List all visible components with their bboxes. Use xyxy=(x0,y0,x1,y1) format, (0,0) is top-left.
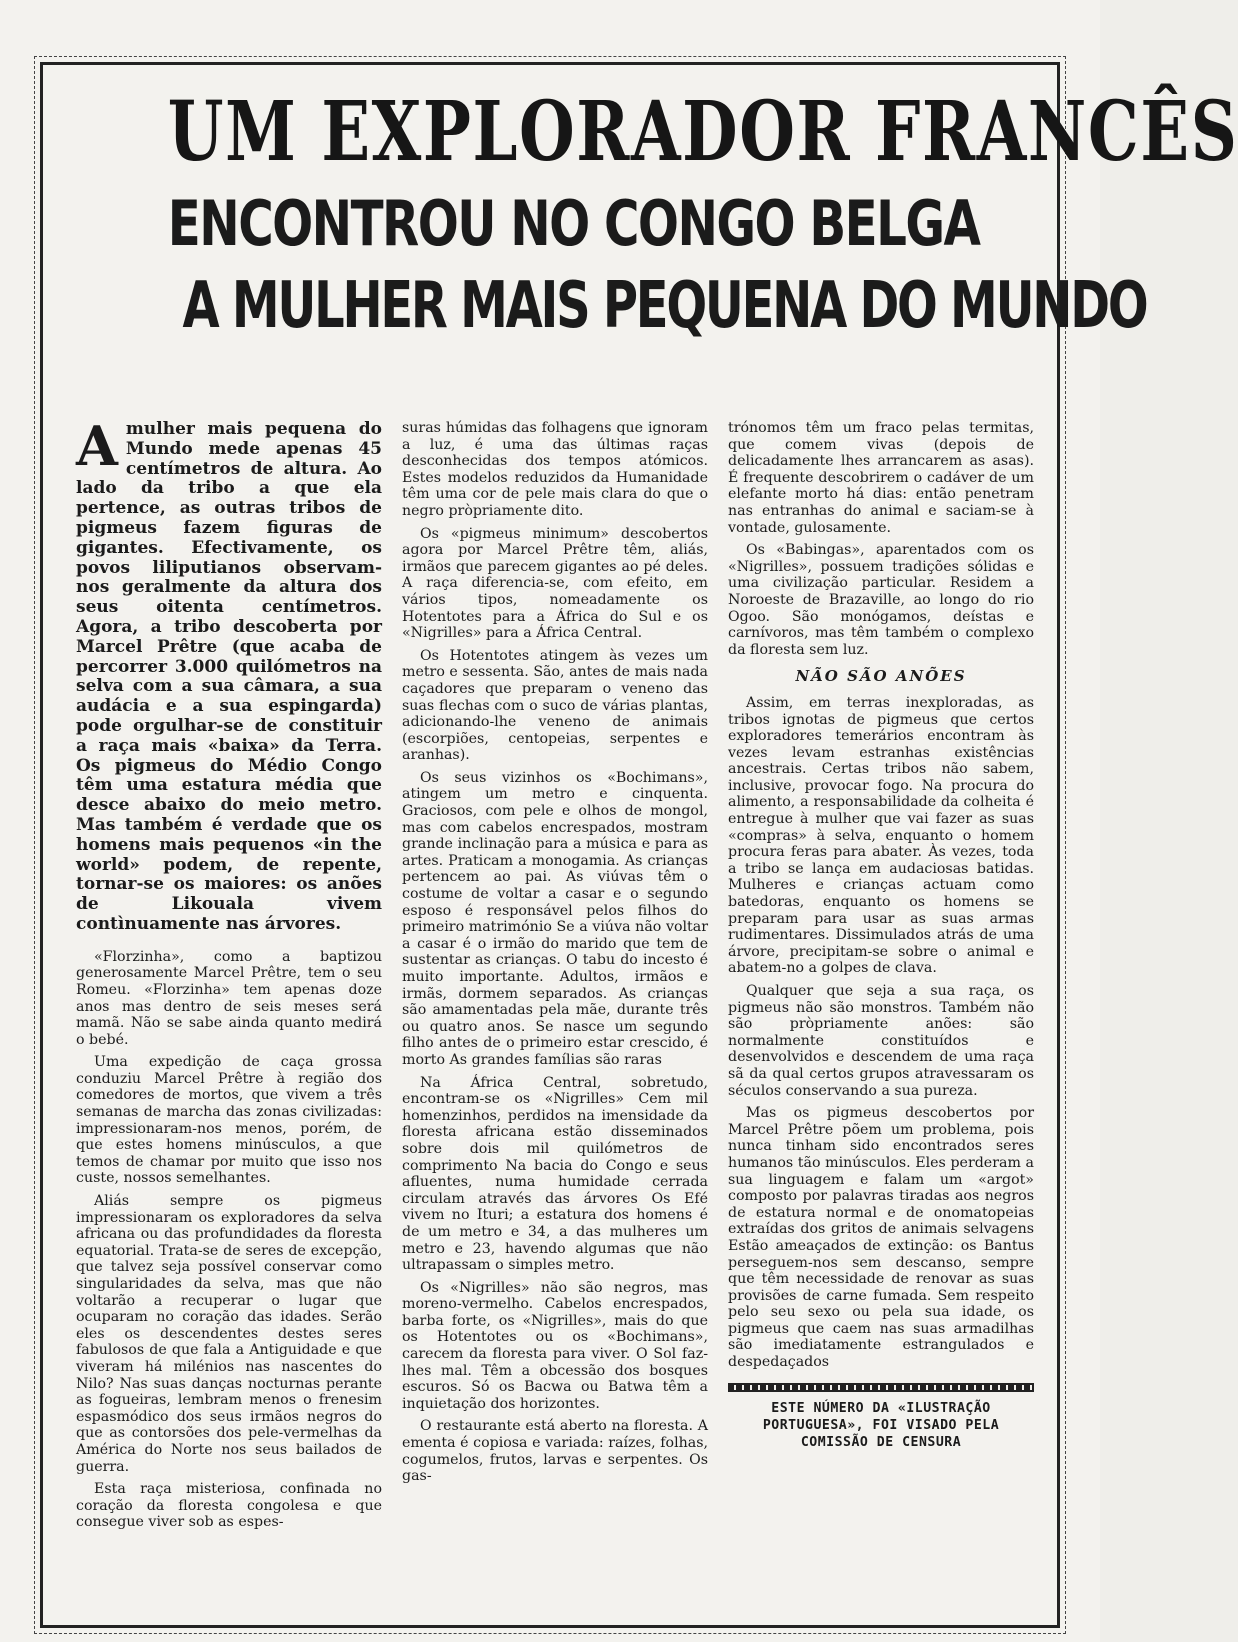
paragraph: Qualquer que seja a sua raça, os pigmeus não são monstros. Também não são pròpriamente anões: são normalmente constituídos e desenvolvidos e descendem de uma raça sã da qual certos grupos atravessaram os séculos conservando a sua pureza. xyxy=(728,983,1034,1099)
paragraph: Aliás sempre os pigmeus impressionaram os exploradores da selva africana ou das profundidades da floresta equatorial. Trata-se de seres de excepção, que talvez seja possível conservar como singularidades da selva, mas que não voltarão a recuperar o lugar que ocuparam no coração das idades. Serão eles os descendentes destes seres fabulosos de que fala a Antiguidade e que viveram há milénios nas nascentes do Nilo? Nas suas danças nocturnas perante as fogueiras, lembram menos o frenesim espasmódico dos seus irmãos negros do que as contorsões dos pele-vermelhas da América do Norte nos seus bailados de guerra. xyxy=(76,1193,382,1475)
paragraph: trónomos têm um fraco pelas termitas, que comem vivas (depois de delicadamente lhes arrancarem as asas). É frequente descobrirem o cadáver de um elefante morto há dias: então penetram nas entranhas do animal e saciam-se à vontade, gulosamente. xyxy=(728,420,1034,536)
paragraph: Os Hotentotes atingem às vezes um metro e sessenta. São, antes de mais nada caçadores que preparam o veneno das suas flechas com o suco de várias plantas, adicionando-lhe veneno de animais (escorpiões, centopeias, serpentes e aranhas). xyxy=(402,647,708,764)
headline-line-2: ENCONTROU NO CONGO BELGA xyxy=(167,187,980,260)
column-1 xyxy=(76,414,382,1600)
article-body xyxy=(76,414,1036,1600)
censorship-notice: ESTE NÚMERO DA «ILUSTRAÇÃO PORTUGUESA», FOI VISADO PELA COMISSÃO DE CENSURA xyxy=(762,1400,1000,1450)
paragraph: Mas os pigmeus descobertos por Marcel Prêtre põem um problema, pois nunca tinham sido encontrados seres humanos tão minúsculos. Eles perderam a sua linguagem e falam um «argot» composto por palavras tiradas aos negros de estatura normal e de onomatopeias extraídas dos gritos de animais selvagens Estão ameaçados de extinção: os Bantus perseguem-nos sem descanso, sempre que têm necessidade de renovar as suas provisões de carne fumada. Sem respeito pelo seu sexo ou pela sua idade, os pigmeus que caem nas suas armadilhas são imediatamente estrangulados e despedaçados xyxy=(728,1105,1034,1371)
headline xyxy=(60,84,1238,346)
paragraph: Os «pigmeus minimum» descobertos agora por Marcel Prêtre têm, aliás, irmãos que parecem gigantes ao pé deles. A raça diferencia-se, com efeito, em vários tipos, nomeadamente os Hotentotes para a África do Sul e os «Nigrilles» para a África Central. xyxy=(402,525,708,642)
paragraph: Na África Central, sobretudo, encontram-se os «Nigrilles» Cem mil homenzinhos, perdidos na imensidade da floresta africana estão disseminados sobre dois mil quilómetros de comprimento Na bacia do Congo e seus afluentes, numa humidade cerrada circulam através das árvores Os Efé vivem no Ituri; a estatura dos homens é de um metro e 34, a das mulheres um metro e 23, havendo algumas que não ultrapassam o simples metro. xyxy=(402,1074,708,1274)
paragraph: Esta raça misteriosa, confinada no coração da floresta congolesa e que consegue viver sob as espes- xyxy=(76,1481,382,1531)
paragraph: Os seus vizinhos os «Bochimans», atingem um metro e cinquenta. Graciosos, com pele e olhos de mongol, mas com cabelos encrespados, mostram grande inclinação para a música e para as artes. Praticam a monogamia. As crianças pertencem ao pai. As viúvas têm o costume de voltar a casar e o segundo esposo é responsável pelos filhos do primeiro matrimónio Se a viúva não voltar a casar é o irmão do marido que tem de sustentar as crianças. O tabu do incesto é muito importante. Adultos, irmãos e irmãs, dormem separados. As crianças são amamentadas pela mãe, durante três ou quatro anos. Se nasce um segundo filho antes de o primeiro estar crescido, é morto As grandes famílias são raras xyxy=(402,769,708,1068)
column-3 xyxy=(728,420,1034,1600)
lead-text: mulher mais pequena do Mundo mede apenas 45 centímetros de altura. Ao lado da tribo a que ela pertence, as outras tribos de pigmeus fazem figuras de gigantes. Efectivamente, os povos liliputianos observam-nos geralmente da altura dos seus oitenta centímetros. Agora, a tribo descoberta por Marcel Prêtre (que acaba de percorrer 3.000 quilómetros na selva com a sua câmara, a sua audácia e a sua espingarda) pode orgulhar-se de constituir a raça mais «baixa» da Terra. Os pigmeus do Médio Congo têm uma estatura média que desce abaixo do meio metro. Mas também é verdade que os homens mais pequenos «in the world» podem, de repente, tornar-se os maiores: os anões de Likouala vivem contìnuamente nas árvores. xyxy=(76,419,382,934)
drop-cap: A xyxy=(76,414,118,478)
paragraph: suras húmidas das folhagens que ignoram a luz, é uma das últimas raças desconhecidas dos tempos atómicos. Estes modelos reduzidos da Humanidade têm uma cor de pele mais clara do que o negro pròpriamente dito. xyxy=(402,420,708,519)
lead-paragraph xyxy=(76,414,382,935)
paragraph: O restaurante está aberto na floresta. A ementa é copiosa e variada: raízes, folhas, cogumelos, frutos, larvas e serpentes. Os gas- xyxy=(402,1418,708,1485)
paragraph: Assim, em terras inexploradas, as tribos ignotas de pigmeus que certos exploradores temerários encontram às vezes levam estranhas existências ancestrais. Certas tribos não sabem, inclusive, provocar fogo. Na procura do alimento, a responsabilidade da colheita é entregue à mulher que vai fazer as suas «compras» à selva, enquanto o homem procura feras para abater. Às vezes, toda a tribo se lança em audaciosas batidas. Mulheres e crianças actuam como batedoras, enquanto os homens se preparam para usar as suas armas rudimentares. Dissimulados atrás de uma árvore, precipitam-se sobre o animal e abatem-no a golpes de clava. xyxy=(728,694,1034,977)
paragraph: Uma expedição de caça grossa conduziu Marcel Prêtre à região dos comedores de mortos, que vivem a três semanas de marcha das zonas civilizadas: impressionaram-nos menos, porém, de que estes homens minúsculos, a que temos de chamar por muito que isso nos custe, nossos semelhantes. xyxy=(76,1054,382,1187)
section-subheading: NÃO SÃO ANÕES xyxy=(795,667,967,686)
paragraph: «Florzinha», como a baptizou generosamente Marcel Prêtre, tem o seu Romeu. «Florzinha» tem apenas doze anos mas dentro de seis meses será mamã. Não se sabe ainda quanto medirá o bebé. xyxy=(76,948,382,1048)
decorative-rule xyxy=(728,1383,1034,1392)
headline-line-1: UM EXPLORADOR FRANCÊS xyxy=(167,84,1238,180)
paragraph: Os «Nigrilles» não são negros, mas moreno-vermelho. Cabelos encrespados, barba forte, os «Nigrilles», mais do que os Hotentotes ou os «Bochimans», carecem da floresta para viver. O Sol faz-lhes mal. Têm a obcessão dos bosques escuros. Só os Bacwa ou Batwa têm a inquietação dos horizontes. xyxy=(402,1279,708,1412)
headline-line-3: A MULHER MAIS PEQUENA DO MUNDO xyxy=(182,269,1147,343)
column-2 xyxy=(402,420,708,1600)
paragraph: Os «Babingas», aparentados com os «Nigrilles», possuem tradições sólidas e uma civilização particular. Residem a Noroeste de Brazaville, ao longo do rio Ogoo. São monógamos, deístas e carnívoros, mas têm também o complexo da floresta sem luz. xyxy=(728,542,1034,658)
